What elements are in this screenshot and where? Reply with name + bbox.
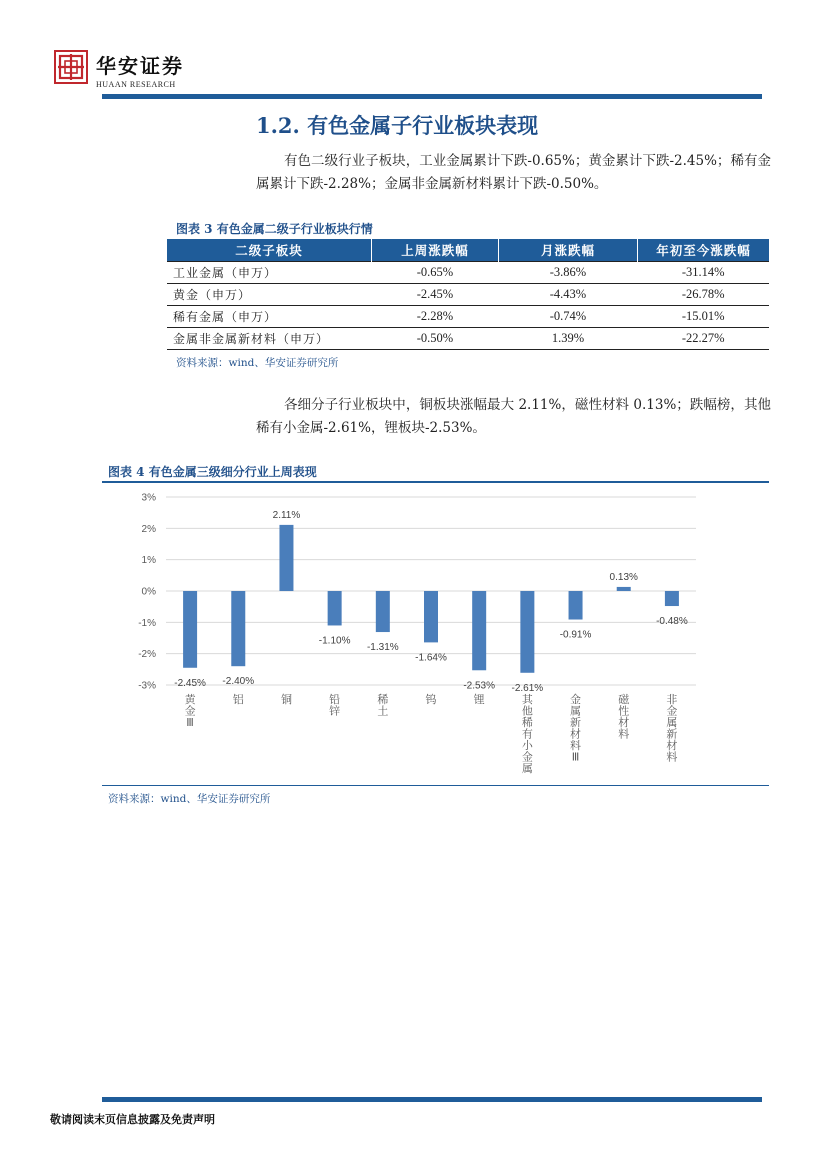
bar xyxy=(472,591,486,670)
x-tick-label: 材 xyxy=(666,739,678,752)
bar xyxy=(231,591,245,666)
y-tick-label: 0% xyxy=(141,586,156,598)
x-tick-label: 铜 xyxy=(280,693,292,706)
table-row xyxy=(167,306,769,328)
y-tick-label: 3% xyxy=(141,492,156,504)
bar xyxy=(569,591,583,620)
x-tick-label: 磁 xyxy=(618,693,630,706)
table-cell: 黄金（申万） xyxy=(167,284,372,306)
data-label: -1.10% xyxy=(318,635,351,647)
x-tick-label: 金 xyxy=(521,750,533,764)
data-label: -0.91% xyxy=(559,629,592,641)
logo-mark xyxy=(54,50,88,84)
y-tick-label: -3% xyxy=(138,680,156,692)
table-row xyxy=(167,328,769,350)
figure-source: 资料来源：wind、华安证券研究所 xyxy=(108,793,271,805)
data-label: 0.13% xyxy=(609,571,638,583)
y-tick-label: 2% xyxy=(141,523,156,535)
x-tick-label: 稀 xyxy=(521,716,533,729)
table-header-cell: 二级子板块 xyxy=(167,239,372,262)
table-header-cell: 月涨跌幅 xyxy=(499,239,638,262)
x-tick-label: 锂 xyxy=(473,693,485,706)
bar xyxy=(279,525,293,591)
x-tick-label: Ⅲ xyxy=(186,716,194,729)
table-cell: -2.28% xyxy=(372,306,499,328)
x-tick-label: 非 xyxy=(666,693,678,706)
bar xyxy=(376,591,390,632)
data-label: -1.64% xyxy=(415,652,447,664)
sector-table xyxy=(167,239,769,350)
data-label: 2.11% xyxy=(272,509,301,521)
x-tick-label: 有 xyxy=(521,727,533,741)
x-tick-label: 新 xyxy=(570,716,582,729)
table-source: 资料来源：wind、华安证券研究所 xyxy=(176,357,339,369)
bar xyxy=(328,591,342,625)
x-tick-label: 他 xyxy=(521,704,533,718)
x-tick-label: 材 xyxy=(570,727,582,741)
x-tick-label: 土 xyxy=(377,704,389,718)
footer-disclaimer: 敬请阅读末页信息披露及免责声明 xyxy=(50,1113,215,1126)
x-tick-label: 材 xyxy=(618,716,630,729)
table-cell: -31.14% xyxy=(638,262,770,284)
figure-bottom-rule xyxy=(102,785,769,786)
figure-top-rule xyxy=(102,481,769,483)
x-tick-label: 铝 xyxy=(232,693,244,706)
x-tick-label: 小 xyxy=(521,739,533,752)
x-tick-label: 铅 xyxy=(329,693,341,706)
logo-name: 华安证券 xyxy=(96,54,184,78)
table-cell: -15.01% xyxy=(638,306,770,328)
table-cell: -22.27% xyxy=(638,328,770,350)
table-row xyxy=(167,262,769,284)
logo-emblem-icon xyxy=(56,52,86,82)
bar xyxy=(617,587,631,591)
table-cell: -0.74% xyxy=(499,306,638,328)
y-tick-label: 1% xyxy=(141,555,156,567)
table-cell: 金属非金属新材料（申万） xyxy=(167,328,372,350)
data-label: -2.61% xyxy=(511,682,544,694)
x-tick-label: 料 xyxy=(666,750,678,764)
y-tick-label: -2% xyxy=(138,649,156,661)
table-cell: 工业金属（申万） xyxy=(167,262,372,284)
bar-chart xyxy=(102,484,769,784)
x-tick-label: 钨 xyxy=(425,693,437,706)
x-tick-label: 其 xyxy=(521,693,533,706)
data-label: -2.40% xyxy=(222,676,255,688)
table-cell: -2.45% xyxy=(372,284,499,306)
x-tick-label: 料 xyxy=(618,727,630,741)
table-cell: 稀有金属（申万） xyxy=(167,306,372,328)
x-tick-label: 金 xyxy=(570,693,582,706)
table-cell: -3.86% xyxy=(499,262,638,284)
data-label: -0.48% xyxy=(656,616,688,628)
detail-paragraph: 各细分子行业板块中，铜板块涨幅最大 2.11%，磁性材料 0.13%；跌幅榜，其他稀有小金属-2.61%，锂板块-2.53%。 xyxy=(256,397,771,436)
x-tick-label: 金 xyxy=(666,704,678,718)
table-title: 图表 3 有色金属二级子行业板块行情 xyxy=(176,222,373,236)
x-tick-label: 锌 xyxy=(329,704,341,718)
x-tick-label: 黄 xyxy=(184,693,196,706)
x-tick-label: 金 xyxy=(184,704,196,718)
y-tick-label: -1% xyxy=(138,617,156,629)
bar xyxy=(520,591,534,673)
header-rule xyxy=(102,94,762,99)
x-tick-label: Ⅲ xyxy=(571,750,580,764)
table-cell: -4.43% xyxy=(499,284,638,306)
table-cell: 1.39% xyxy=(499,328,638,350)
x-tick-label: 稀 xyxy=(377,693,389,706)
x-tick-label: 属 xyxy=(570,704,582,718)
data-label: -2.53% xyxy=(463,680,496,692)
table-cell: -26.78% xyxy=(638,284,770,306)
figure-title: 图表 4 有色金属三级细分行业上周表现 xyxy=(108,465,317,479)
x-tick-label: 新 xyxy=(666,727,678,741)
summary-paragraph: 有色二级行业子板块，工业金属累计下跌-0.65%；黄金累计下跌-2.45%；稀有金属累计下跌-2.28%；金属非金属新材料累计下跌-0.50%。 xyxy=(256,153,771,192)
table-header-cell: 年初至今涨跌幅 xyxy=(638,239,770,262)
bar xyxy=(665,591,679,606)
table-cell: -0.65% xyxy=(372,262,499,284)
section-title: 1.2. 有色金属子行业板块表现 xyxy=(256,113,539,138)
data-label: -1.31% xyxy=(366,642,399,654)
bar xyxy=(424,591,438,642)
footer-rule xyxy=(102,1097,762,1102)
table-cell: -0.50% xyxy=(372,328,499,350)
x-tick-label: 属 xyxy=(666,716,678,729)
x-tick-label: 性 xyxy=(618,704,630,718)
x-tick-label: 属 xyxy=(521,762,533,775)
data-label: -2.45% xyxy=(174,677,206,689)
table-header-cell: 上周涨跌幅 xyxy=(372,239,499,262)
table-row xyxy=(167,284,769,306)
logo-subtitle: HUAAN RESEARCH xyxy=(96,80,176,89)
x-tick-label: 料 xyxy=(570,739,582,752)
bar xyxy=(183,591,197,668)
